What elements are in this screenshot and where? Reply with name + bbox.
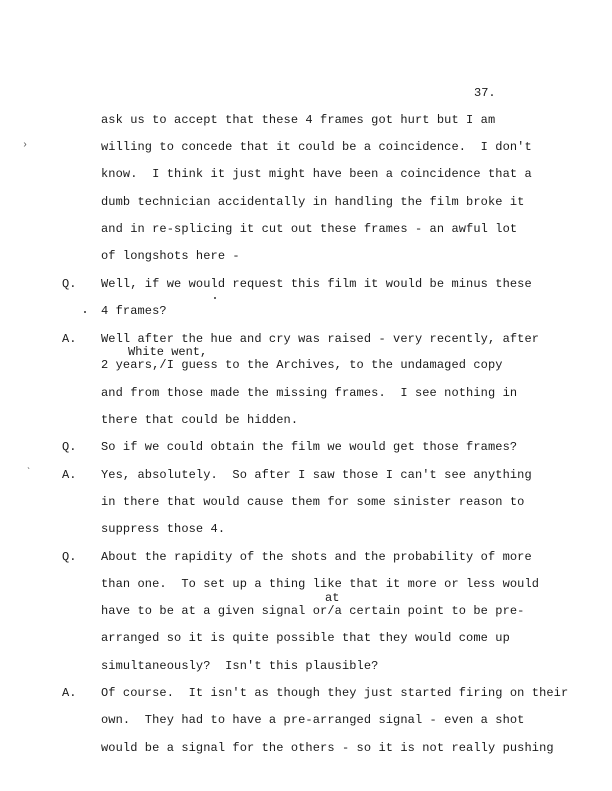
page-number: 37.	[474, 86, 496, 100]
text-line: About the rapidity of the shots and the probability of more	[101, 550, 532, 564]
inserted-text-white-went: White went,	[128, 345, 208, 359]
text-line: arranged so it is quite possible that they would come up	[101, 631, 510, 645]
margin-mark-top: ›	[22, 140, 29, 151]
text-line: and from those made the missing frames. I see nothing in	[101, 386, 518, 400]
text-line: have to be at a given signal or/a certain point to be pre-	[101, 604, 525, 618]
text-line: of longshots here -	[101, 249, 240, 263]
scan-speck	[84, 311, 86, 313]
text-line: dumb technician accidentally in handling the film broke it	[101, 195, 525, 209]
text-line: simultaneously? Isn't this plausible?	[101, 659, 379, 673]
speaker-a: A.	[62, 332, 77, 346]
text-line: Well after the hue and cry was raised - very recently, after	[101, 332, 540, 346]
text-line: Well, if we would request this film it would be minus these	[101, 277, 532, 291]
text-line: willing to concede that it could be a coincidence. I don't	[101, 140, 532, 154]
text-line: suppress those 4.	[101, 522, 226, 536]
speaker-q: Q.	[62, 277, 77, 291]
text-line: own. They had to have a pre-arranged signal - even a shot	[101, 713, 525, 727]
text-line: and in re-splicing it cut out these frames - an awful lot	[101, 222, 518, 236]
scan-speck	[214, 297, 216, 299]
text-line: Yes, absolutely. So after I saw those I can't see anything	[101, 468, 532, 482]
text-line: would be a signal for the others - so it is not really pushing	[101, 741, 554, 755]
text-line: Of course. It isn't as though they just started firing on their	[101, 686, 569, 700]
margin-mark-mid: ˋ	[26, 468, 33, 479]
text-line: ask us to accept that these 4 frames got hurt but I am	[101, 113, 496, 127]
speaker-q: Q.	[62, 550, 77, 564]
speaker-q: Q.	[62, 440, 77, 454]
text-line: So if we could obtain the film we would get those frames?	[101, 440, 518, 454]
text-line: 2 years,/I guess to the Archives, to the undamaged copy	[101, 358, 503, 372]
text-line: in there that would cause them for some sinister reason to	[101, 495, 525, 509]
speaker-a: A.	[62, 686, 77, 700]
speaker-a: A.	[62, 468, 77, 482]
text-line: know. I think it just might have been a coincidence that a	[101, 167, 532, 181]
text-line: there that could be hidden.	[101, 413, 299, 427]
inserted-text-at: at	[325, 591, 340, 605]
text-line: 4 frames?	[101, 304, 167, 318]
text-line: than one. To set up a thing like that it more or less would	[101, 577, 540, 591]
